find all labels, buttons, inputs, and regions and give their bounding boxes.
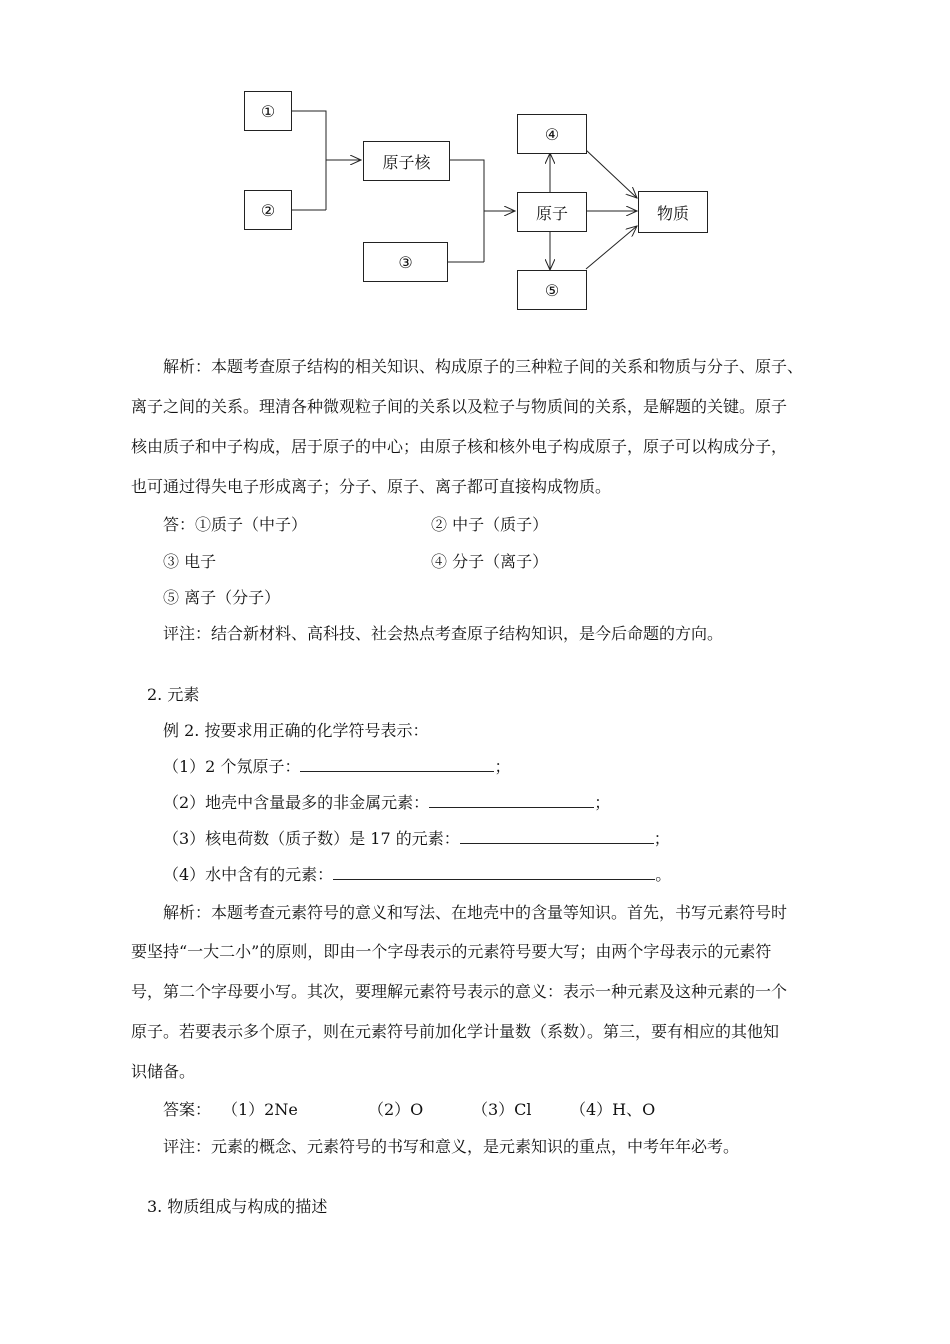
answer1-a4: ④ 分子（离子） [431, 552, 549, 571]
analysis1-line3: 核由质子和中子构成，居于原子的中心；由原子核和核外电子构成原子，原子可以构成分子， [131, 437, 788, 456]
question-3 [163, 829, 670, 849]
question-3-end: ； [653, 829, 670, 848]
analysis2-line1: 解析：本题考查元素符号的意义和写法、在地壳中的含量等知识。首先，书写元素符号时 [163, 903, 788, 922]
question-4 [163, 865, 671, 885]
node-5 [517, 270, 587, 310]
node-2 [244, 190, 292, 230]
answer-blank-1[interactable] [300, 757, 494, 772]
connector-n1 [291, 111, 326, 210]
question-4-end: 。 [655, 865, 672, 884]
answer-blank-2[interactable] [429, 793, 594, 808]
comment1: 评注：结合新材料、高科技、社会热点考查原子结构知识，是今后命题的方向。 [163, 624, 724, 643]
diagram-connectors [0, 0, 950, 340]
node-2-label: ② [260, 200, 276, 220]
answer2-2: （2）O [368, 1100, 424, 1119]
answer2-1: （1）2Ne [222, 1100, 298, 1119]
question-2 [163, 793, 610, 813]
arrow-n5-to-matter [586, 226, 637, 269]
node-1-label: ① [260, 101, 276, 121]
question-2-text: （2）地壳中含量最多的非金属元素： [163, 793, 430, 812]
question-1-text: （1）2 个氖原子： [163, 757, 301, 776]
node-3-label: ③ [398, 252, 413, 272]
node-3 [363, 242, 448, 282]
connector-nucleus [449, 160, 484, 262]
answer1-a5: ⑤ 离子（分子） [163, 588, 281, 607]
node-5-label: ⑤ [544, 280, 560, 300]
node-1 [244, 91, 292, 131]
question-1-end: ； [494, 757, 511, 776]
question-3-text: （3）核电荷数（质子数）是 17 的元素： [163, 829, 460, 848]
analysis1-line2: 离子之间的关系。理清各种微观粒子间的关系以及粒子与物质间的关系，是解题的关键。原子 [131, 397, 788, 416]
section3-heading: 3. 物质组成与构成的描述 [147, 1197, 328, 1216]
node-matter [638, 191, 708, 233]
analysis2-line2: 要坚持“一大二小”的原则，即由一个字母表示的元素符号要大写；由两个字母表示的元素符 [131, 942, 772, 961]
node-nucleus [363, 141, 450, 181]
section2-heading: 2. 元素 [147, 685, 200, 704]
example2-title: 例 2. 按要求用正确的化学符号表示： [163, 721, 429, 740]
answer-blank-4[interactable] [333, 865, 655, 880]
answer2-3: （3）Cl [472, 1100, 532, 1119]
answer2-4: （4）H、O [570, 1100, 656, 1119]
analysis2-line5: 识储备。 [131, 1062, 196, 1081]
answer1-a3: ③ 电子 [163, 552, 217, 571]
analysis2-line4: 原子。若要表示多个原子，则在元素符号前加化学计量数（系数）。第三，要有相应的其他知 [131, 1022, 780, 1041]
question-2-end: ； [594, 793, 611, 812]
question-1 [163, 757, 510, 777]
answer2-label: 答案： [163, 1100, 212, 1119]
analysis1-line1: 解析：本题考查原子结构的相关知识、构成原子的三种粒子间的关系和物质与分子、原子、 [163, 357, 804, 376]
answer-blank-3[interactable] [460, 829, 654, 844]
answer1-a2: ② 中子（质子） [431, 515, 549, 534]
node-nucleus-label: 原子核 [382, 152, 431, 172]
analysis2-line3: 号，第二个字母要小写。其次，要理解元素符号表示的意义：表示一种元素及这种元素的一个 [131, 982, 788, 1001]
analysis1-line4: 也可通过得失电子形成离子；分子、原子、离子都可直接构成物质。 [131, 477, 612, 496]
arrow-n4-to-matter [586, 150, 637, 198]
answer1-a1: 答：①质子（中子） [163, 515, 308, 534]
node-4 [517, 114, 587, 154]
node-matter-label: 物质 [656, 203, 689, 223]
question-4-text: （4）水中含有的元素： [163, 865, 334, 884]
node-atom [517, 192, 587, 232]
comment2: 评注：元素的概念、元素符号的书写和意义，是元素知识的重点，中考年年必考。 [163, 1137, 740, 1156]
node-4-label: ④ [544, 124, 560, 144]
node-atom-label: 原子 [535, 203, 568, 223]
